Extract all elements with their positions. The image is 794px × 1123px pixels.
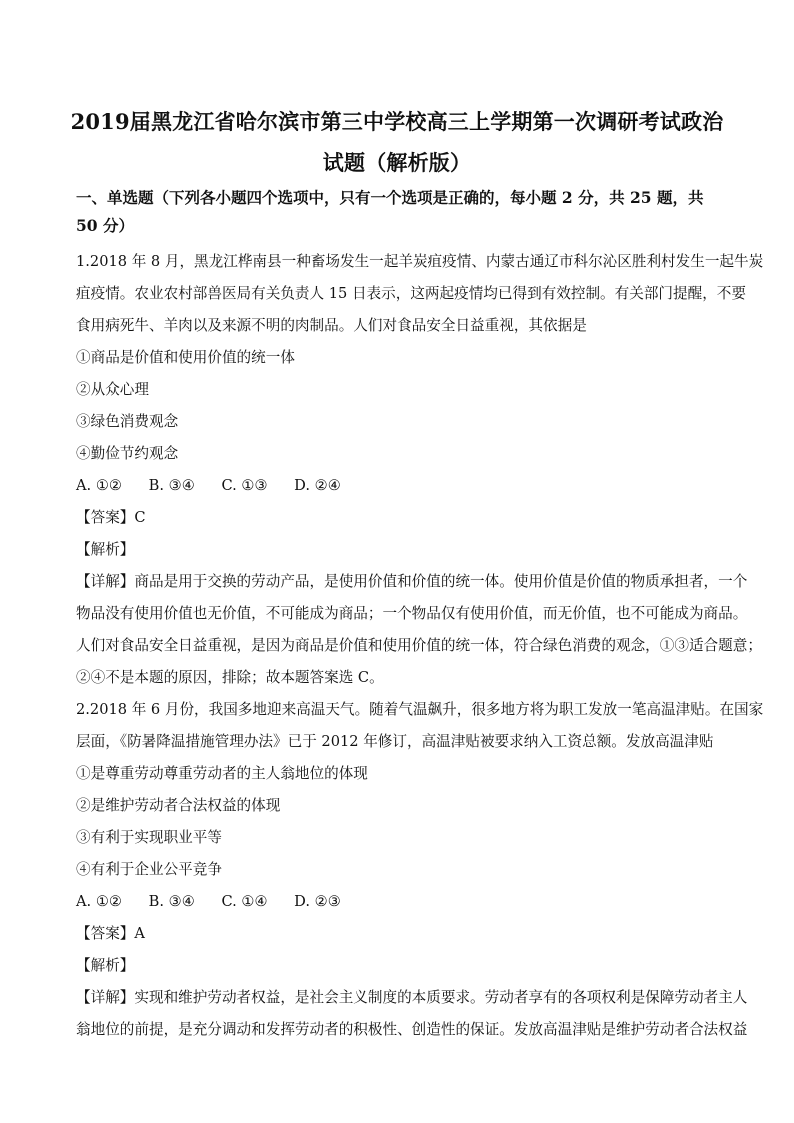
q2-answer: 【答案】A	[76, 925, 145, 942]
q2-option-d: D. ②③	[294, 893, 341, 910]
q2-item: ④有利于企业公平竞争	[76, 861, 222, 878]
q1-detail-line: 人们对食品安全日益重视，是因为商品是价值和使用价值的统一体，符合绿色消费的观念，①③适合题意；	[76, 637, 762, 654]
q1-stem-line: 食用病死牛、羊肉以及来源不明的肉制品。人们对食品安全日益重视，其依据是	[76, 317, 587, 334]
q1-item: ④勤俭节约观念	[76, 445, 179, 462]
q2-stem-line: 层面，《防暑降温措施管理办法》已于 2012 年修订，高温津贴被要求纳入工资总额。发放高温津贴	[76, 733, 714, 750]
q2-analysis-label: 【解析】	[76, 957, 135, 974]
q2-option-a: A. ①②	[76, 893, 122, 910]
q2-option-c: C. ①④	[221, 893, 268, 910]
q1-answer: 【答案】C	[76, 509, 146, 526]
q2-options	[76, 892, 726, 912]
section-heading: 一、单选题（下列各小题四个选项中，只有一个选项是正确的，每小题 2 分，共 25 题，共 50 分）	[76, 188, 704, 235]
q1-detail-line: 物品没有使用价值也无价值，不可能成为商品；一个物品仅有使用价值，而无价值，也不可能成为商品。	[76, 605, 748, 622]
q1-item: ①商品是价值和使用价值的统一体	[76, 349, 295, 366]
q1-analysis-label: 【解析】	[76, 541, 135, 558]
q2-stem-line: 2.2018 年 6 月份，我国多地迎来高温天气。随着气温飙升，很多地方将为职工发放一笔高温津贴。在国家	[76, 701, 764, 718]
q1-option-a: A. ①②	[76, 477, 122, 494]
q1-detail-line: 【详解】商品是用于交换的劳动产品，是使用价值和价值的统一体。使用价值是价值的物质承担者，一个	[76, 573, 748, 590]
q2-item: ③有利于实现职业平等	[76, 829, 222, 846]
q1-options	[76, 476, 726, 496]
q2-option-b: B. ③④	[148, 893, 195, 910]
doc-title-line1: 2019届黑龙江省哈尔滨市第三中学校高三上学期第一次调研考试政治	[70, 109, 724, 134]
q1-option-c: C. ①③	[221, 477, 268, 494]
q2-item: ①是尊重劳动尊重劳动者的主人翁地位的体现	[76, 765, 368, 782]
q2-detail-line: 【详解】实现和维护劳动者权益，是社会主义制度的本质要求。劳动者享有的各项权利是保障劳动者主人	[76, 989, 748, 1006]
q1-stem-line: 1.2018 年 8 月，黑龙江桦南县一种畜场发生一起羊炭疽疫情、内蒙古通辽市科尔沁区胜利村发生一起牛炭	[76, 253, 764, 270]
q1-option-d: D. ②④	[294, 477, 341, 494]
doc-title-line2: 试题（解析版）	[322, 150, 472, 175]
q1-item: ③绿色消费观念	[76, 413, 179, 430]
q2-item: ②是维护劳动者合法权益的体现	[76, 797, 281, 814]
q1-stem-line: 疽疫情。农业农村部兽医局有关负责人 15 日表示，这两起疫情均已得到有效控制。有关部门提醒，不要	[76, 285, 746, 302]
q1-detail-line: ②④不是本题的原因，排除；故本题答案选 C。	[76, 669, 384, 686]
q1-item: ②从众心理	[76, 381, 149, 398]
q1-option-b: B. ③④	[148, 477, 195, 494]
q2-detail-line: 翁地位的前提，是充分调动和发挥劳动者的积极性、创造性的保证。发放高温津贴是维护劳动者合法权益	[76, 1021, 748, 1038]
